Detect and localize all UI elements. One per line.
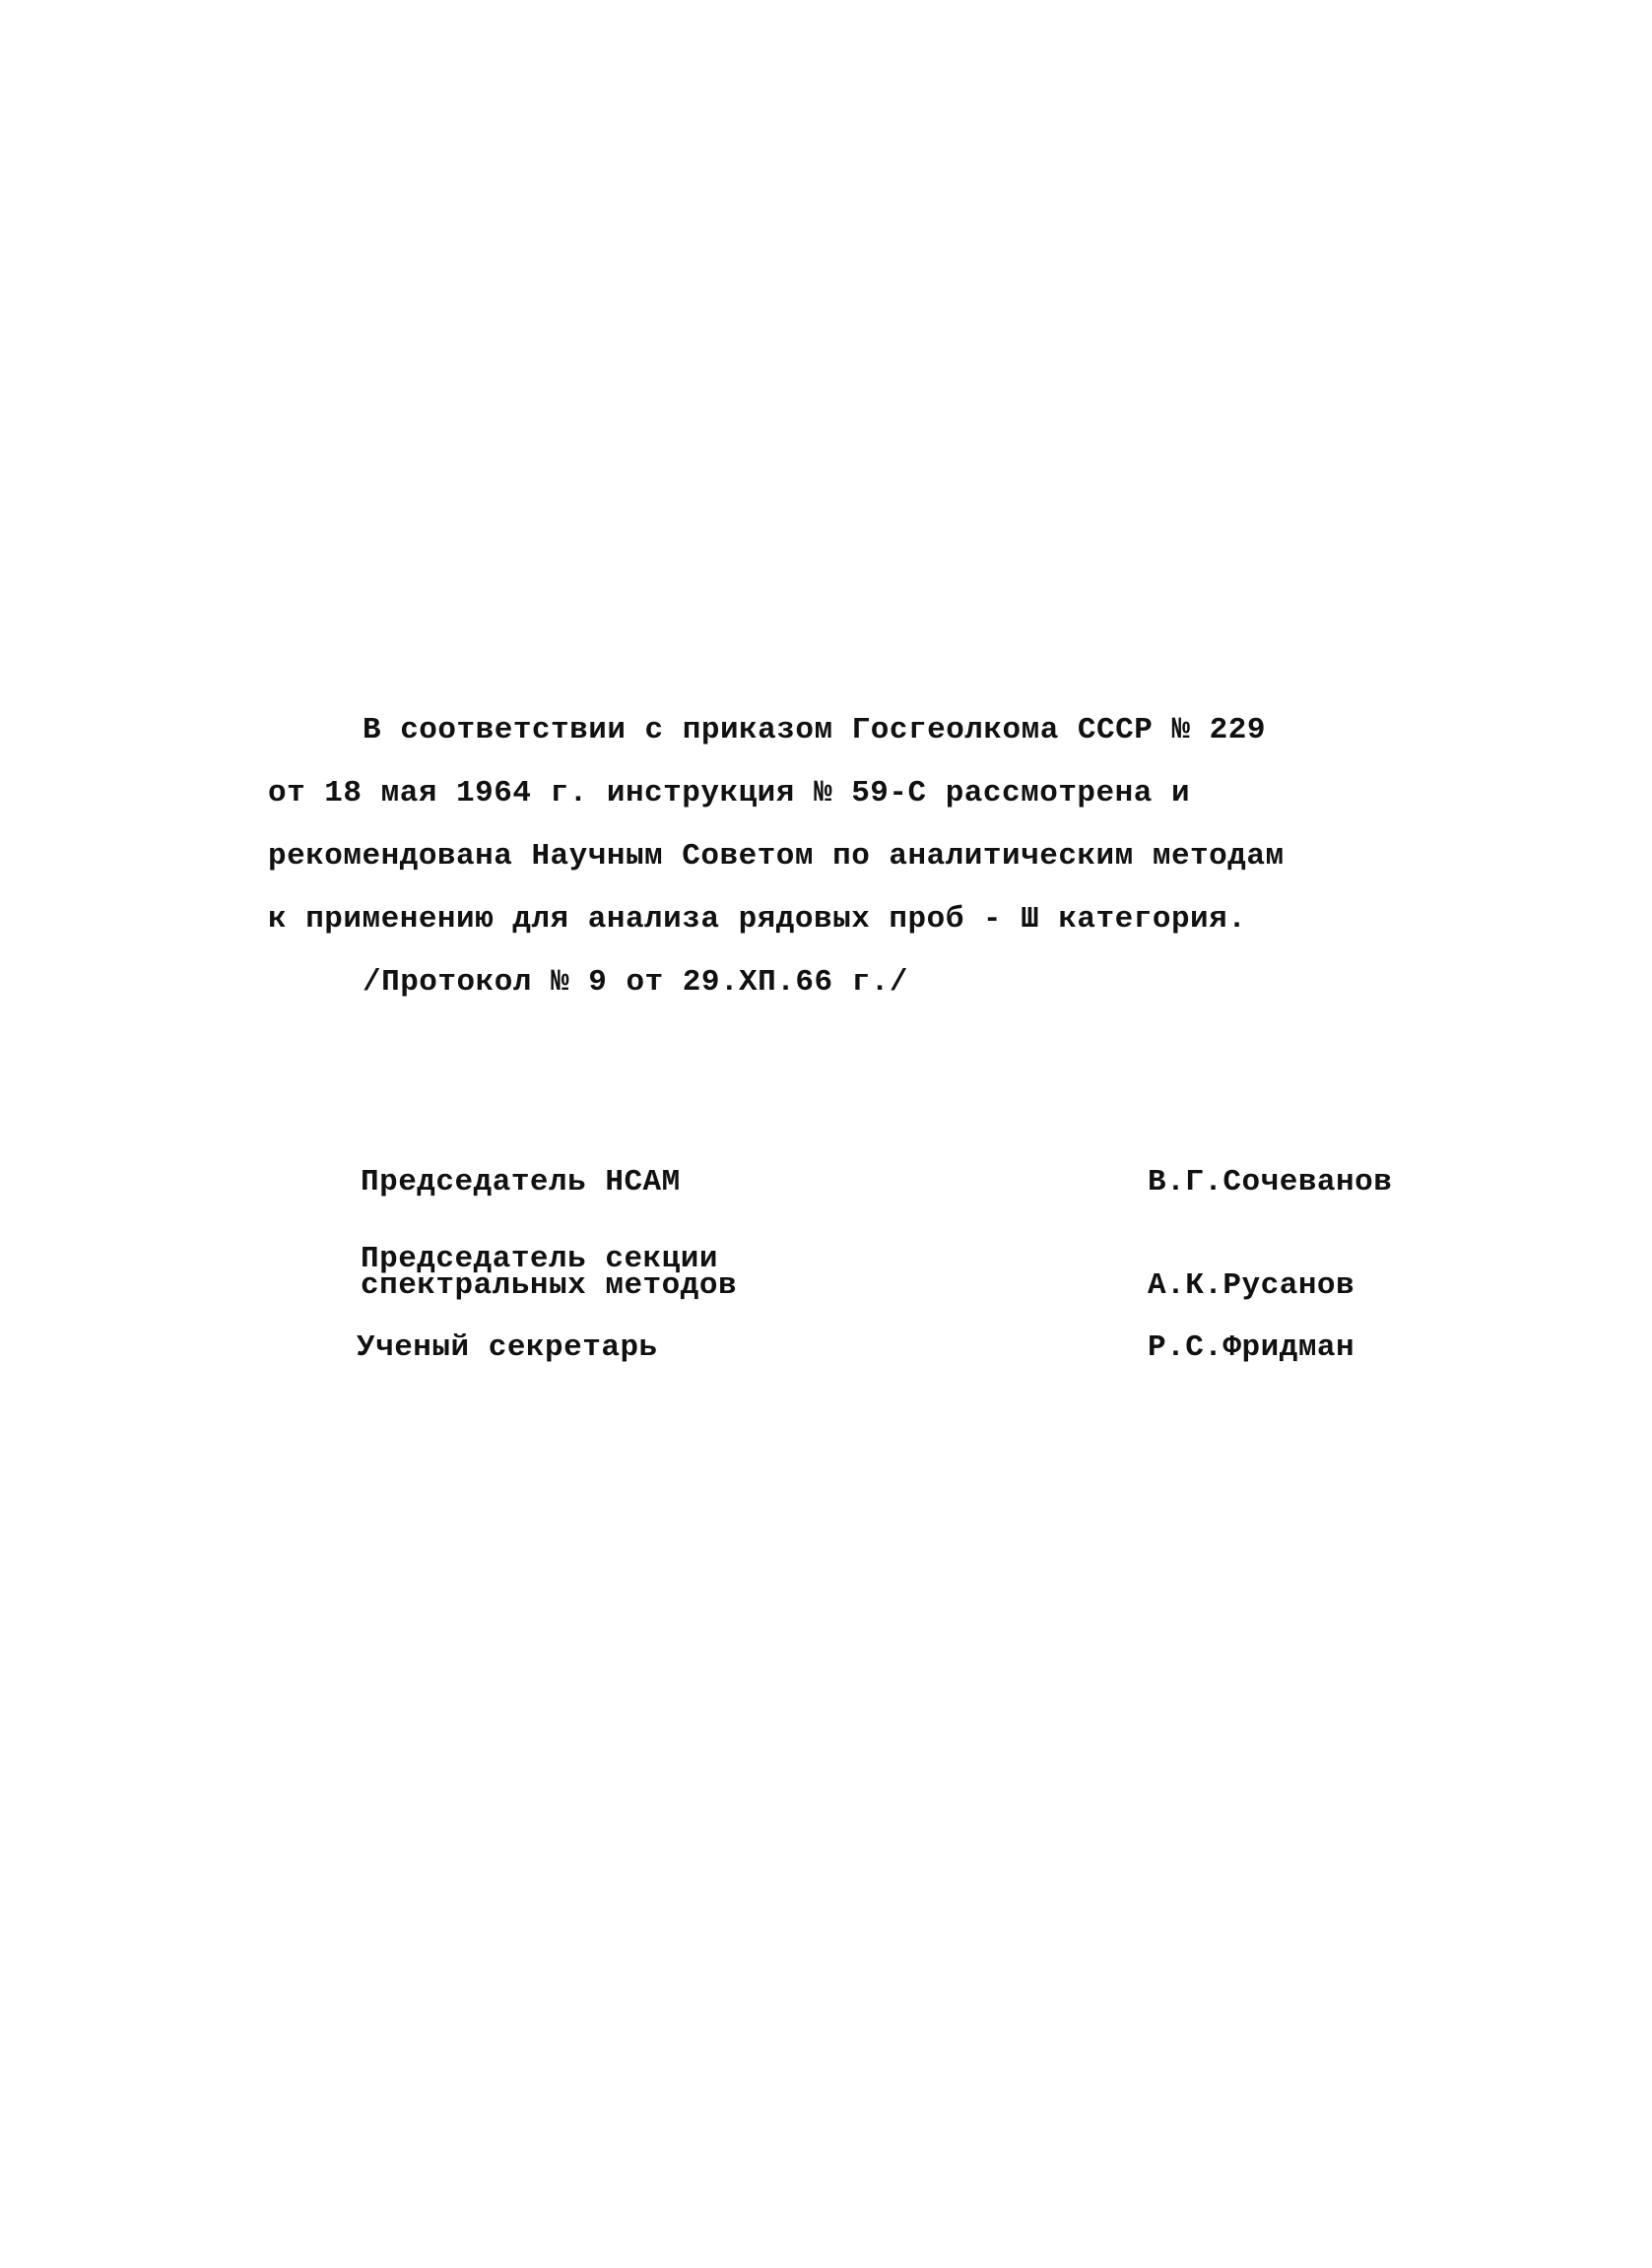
signature-title-continued: спектральных методов <box>361 1268 738 1303</box>
approval-paragraph <box>268 699 1371 1014</box>
signature-title: Председатель НСАМ <box>361 1165 681 1199</box>
paragraph-line-2: от 18 мая 1964 г. инструкция № 59-С рассмотрена и <box>268 776 1191 810</box>
signature-name: Р.С.Фридман <box>1148 1330 1355 1365</box>
signature-title: Председатель секции <box>361 1242 718 1276</box>
signature-title: Ученый секретарь <box>357 1330 658 1365</box>
paragraph-line-1: В соответствии с приказом Госгеолкома СССР № 229 <box>363 713 1266 747</box>
signature-name: А.К.Русанов <box>1148 1268 1355 1303</box>
paragraph-line-4: к применению для анализа рядовых проб - Ш категория. <box>268 902 1247 937</box>
paragraph-line-3: рекомендована Научным Советом по аналитическим методам <box>268 839 1285 874</box>
signature-name: В.Г.Сочеванов <box>1148 1165 1393 1199</box>
protocol-reference: /Протокол № 9 от 29.ХП.66 г./ <box>363 965 908 1000</box>
